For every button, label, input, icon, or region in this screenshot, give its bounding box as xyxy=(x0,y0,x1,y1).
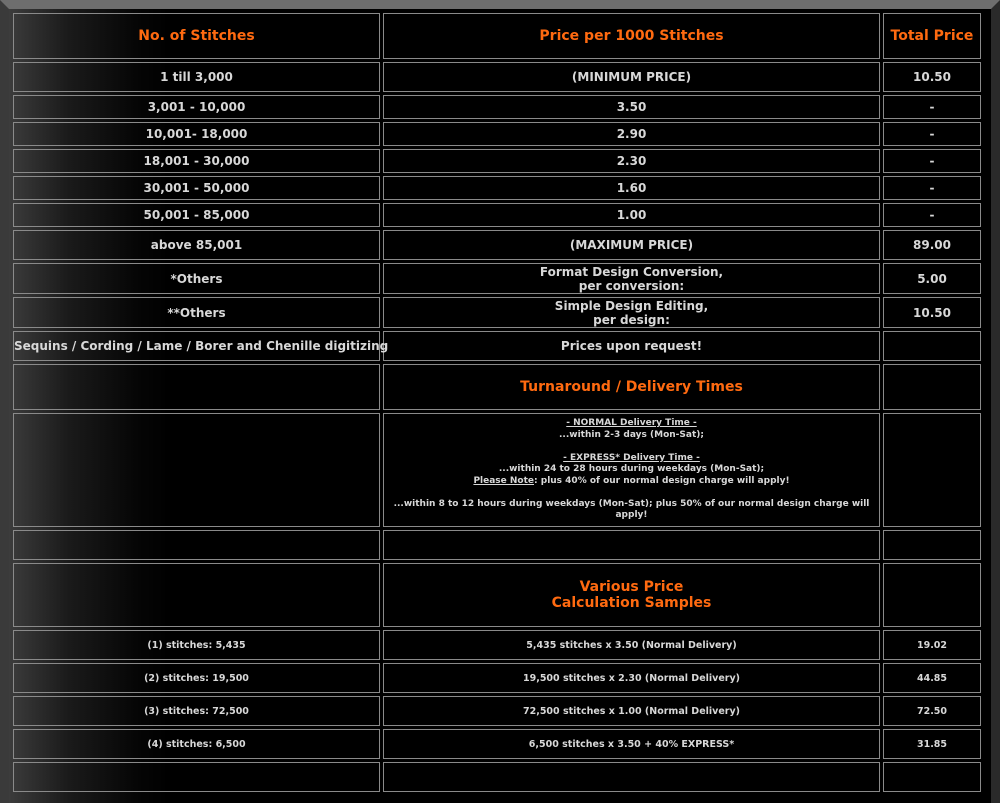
price-per-1000: 3.50 xyxy=(383,95,880,119)
header-row xyxy=(13,13,981,59)
price-row xyxy=(13,62,981,92)
sample-row xyxy=(13,729,981,759)
empty-cell xyxy=(883,563,981,627)
price-row xyxy=(13,230,981,260)
turnaround-title: Turnaround / Delivery Times xyxy=(383,364,880,410)
total-price: 89.00 xyxy=(883,230,981,260)
empty-cell xyxy=(383,762,880,792)
stitches-range: above 85,001 xyxy=(13,230,380,260)
others-price-line1: Simple Design Editing, xyxy=(554,298,709,313)
empty-cell xyxy=(13,413,380,527)
empty-cell xyxy=(13,364,380,410)
special-total xyxy=(883,331,981,361)
others-price-line1: Format Design Conversion, xyxy=(539,264,724,279)
sample-row xyxy=(13,696,981,726)
price-row xyxy=(13,176,981,200)
rush-delivery-text: ...within 8 to 12 hours during weekdays (Mon-Sat); plus 50% of our normal design charge will apply! xyxy=(393,498,870,521)
others-row xyxy=(13,263,981,294)
sample-stitches: (2) stitches: 19,500 xyxy=(13,663,380,693)
header-total-price: Total Price xyxy=(883,13,981,59)
price-table-container xyxy=(13,13,987,803)
price-row xyxy=(13,95,981,119)
special-label: Sequins / Cording / Lame / Borer and Chenille digitizing xyxy=(13,331,380,361)
special-price: Prices upon request! xyxy=(383,331,880,361)
sample-calculation: 72,500 stitches x 1.00 (Normal Delivery) xyxy=(383,696,880,726)
sample-calculation: 19,500 stitches x 2.30 (Normal Delivery) xyxy=(383,663,880,693)
others-price xyxy=(383,263,880,294)
sample-total: 72.50 xyxy=(883,696,981,726)
total-price: 10.50 xyxy=(883,62,981,92)
others-total: 5.00 xyxy=(883,263,981,294)
various-title-line2: Calculation Samples xyxy=(551,595,712,611)
special-row xyxy=(13,331,981,361)
sample-row xyxy=(13,630,981,660)
price-row xyxy=(13,149,981,173)
price-table xyxy=(13,13,984,795)
sample-calculation: 6,500 stitches x 3.50 + 40% EXPRESS* xyxy=(383,729,880,759)
empty-cell xyxy=(13,530,380,560)
price-per-1000: 1.00 xyxy=(383,203,880,227)
empty-cell xyxy=(883,413,981,527)
sample-stitches: (1) stitches: 5,435 xyxy=(13,630,380,660)
various-title xyxy=(383,563,880,627)
empty-cell xyxy=(383,530,880,560)
sample-total: 31.85 xyxy=(883,729,981,759)
delivery-row xyxy=(13,413,981,527)
stitches-range: 3,001 - 10,000 xyxy=(13,95,380,119)
turnaround-row xyxy=(13,364,981,410)
price-per-1000: 2.30 xyxy=(383,149,880,173)
empty-cell xyxy=(883,364,981,410)
delivery-info xyxy=(383,413,880,527)
header-stitches: No. of Stitches xyxy=(13,13,380,59)
sample-row xyxy=(13,663,981,693)
others-total: 10.50 xyxy=(883,297,981,328)
empty-cell xyxy=(883,762,981,792)
empty-cell xyxy=(883,530,981,560)
price-row xyxy=(13,122,981,146)
others-label: **Others xyxy=(13,297,380,328)
various-title-line1: Various Price xyxy=(579,579,684,595)
price-row xyxy=(13,203,981,227)
others-label: *Others xyxy=(13,263,380,294)
others-price-line2: per conversion: xyxy=(578,278,685,293)
stitches-range: 50,001 - 85,000 xyxy=(13,203,380,227)
spacer-row xyxy=(13,530,981,560)
stitches-range: 10,001- 18,000 xyxy=(13,122,380,146)
sample-stitches: (3) stitches: 72,500 xyxy=(13,696,380,726)
express-delivery-title: - EXPRESS* Delivery Time - xyxy=(563,452,700,463)
price-per-1000: (MAXIMUM PRICE) xyxy=(383,230,880,260)
sample-total: 44.85 xyxy=(883,663,981,693)
others-row xyxy=(13,297,981,328)
total-price: - xyxy=(883,95,981,119)
note-label: Please Note xyxy=(473,475,535,486)
normal-delivery-title: - NORMAL Delivery Time - xyxy=(566,418,697,429)
others-price-line2: per design: xyxy=(593,312,670,327)
total-price: - xyxy=(883,122,981,146)
stitches-range: 1 till 3,000 xyxy=(13,62,380,92)
stitches-range: 30,001 - 50,000 xyxy=(13,176,380,200)
price-per-1000: 1.60 xyxy=(383,176,880,200)
empty-cell xyxy=(13,563,380,627)
others-price xyxy=(383,297,880,328)
various-row xyxy=(13,563,981,627)
empty-cell xyxy=(13,762,380,792)
header-price-per-1000: Price per 1000 Stitches xyxy=(383,13,880,59)
sample-row xyxy=(13,762,981,792)
price-per-1000: 2.90 xyxy=(383,122,880,146)
sample-calculation: 5,435 stitches x 3.50 (Normal Delivery) xyxy=(383,630,880,660)
total-price: - xyxy=(883,149,981,173)
price-per-1000: (MINIMUM PRICE) xyxy=(383,62,880,92)
normal-delivery-text: ...within 2-3 days (Mon-Sat); xyxy=(559,429,704,440)
sample-total: 19.02 xyxy=(883,630,981,660)
express-delivery-text: ...within 24 to 28 hours during weekdays (Mon-Sat); xyxy=(498,464,765,475)
stitches-range: 18,001 - 30,000 xyxy=(13,149,380,173)
note-text: : plus 40% of our normal design charge will apply! xyxy=(534,475,790,486)
total-price: - xyxy=(883,203,981,227)
total-price: - xyxy=(883,176,981,200)
sample-stitches: (4) stitches: 6,500 xyxy=(13,729,380,759)
